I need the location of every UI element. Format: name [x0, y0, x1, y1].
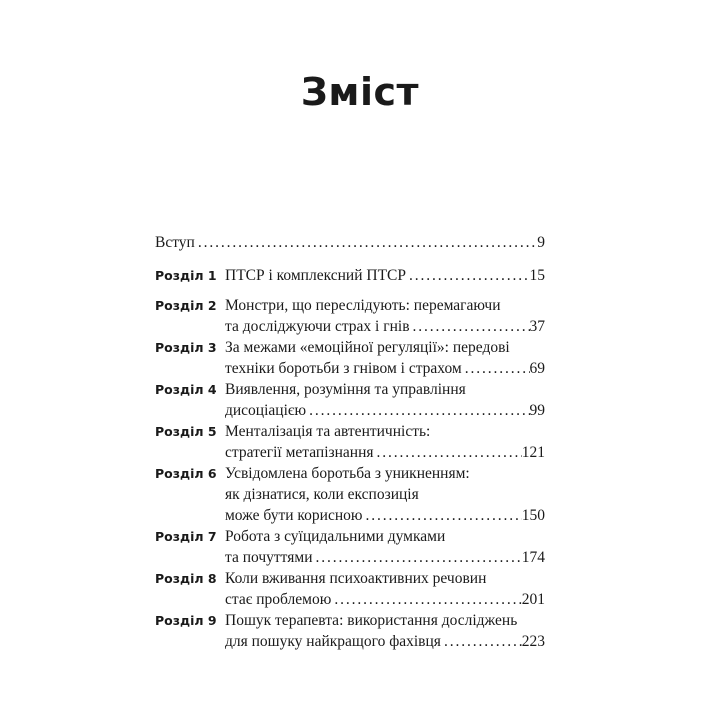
chapter-label: Розділ 8: [155, 571, 217, 586]
entry-line-text: та досліджуючи страх і гнів: [225, 318, 410, 335]
dot-leader: [410, 316, 530, 337]
entry-line-text: для пошуку найкращого фахівця: [225, 633, 441, 650]
page-number: 201: [521, 591, 545, 608]
entry-line: [225, 526, 545, 547]
entry-line: [225, 400, 545, 421]
dot-leader: [406, 265, 530, 286]
entry-line-text: Усвідомлена боротьба з уникненням:: [225, 465, 470, 482]
entry-line: [225, 421, 545, 442]
chapter-label: Розділ 1: [155, 268, 217, 283]
chapter-label: Розділ 6: [155, 466, 217, 481]
entry-line-text: Вступ: [155, 234, 195, 251]
entry-text: [225, 379, 545, 421]
chapter-label: Розділ 3: [155, 340, 217, 355]
page-number: 174: [521, 549, 545, 566]
entry-line-text: ПТСР і комплексний ПТСР: [225, 267, 406, 284]
dot-leader: [441, 631, 522, 652]
dot-leader: [331, 589, 521, 610]
entry-line: [225, 265, 545, 286]
entry-text: [225, 421, 545, 463]
page-number: 150: [521, 507, 545, 524]
entry-text: [225, 568, 545, 610]
entry-line: [225, 505, 545, 526]
page-number: 15: [529, 267, 545, 284]
entry-text: [155, 232, 545, 253]
entry-line-text: Менталізація та автентичність:: [225, 423, 431, 440]
entry-line-text: та почуттями: [225, 549, 313, 566]
page-number: 99: [529, 402, 545, 419]
entry-line-text: стратегії метапізнання: [225, 444, 374, 461]
dot-leader: [374, 442, 522, 463]
entry-line-text: як дізнатися, коли експозиція: [225, 486, 419, 503]
entry-line: [225, 484, 545, 505]
dot-leader: [462, 358, 530, 379]
entry-text: [225, 337, 545, 379]
entry-line: [225, 337, 545, 358]
dot-leader: [306, 400, 529, 421]
entry-line: [155, 232, 545, 253]
entry-line-text: техніки боротьби з гнівом і страхом: [225, 360, 462, 377]
page-number: 69: [529, 360, 545, 377]
entry-text: [225, 610, 545, 652]
chapter-label: Розділ 4: [155, 382, 217, 397]
entry-line: [225, 631, 545, 652]
entry-line-text: стає проблемою: [225, 591, 332, 608]
page-number: 121: [521, 444, 545, 461]
entry-line: [225, 568, 545, 589]
entry-line-text: Коли вживання психоактивних речовин: [225, 570, 487, 587]
page-title: Зміст: [300, 70, 420, 114]
page-number: 9: [537, 234, 545, 251]
entry-line-text: За межами «емоційної регуляції»: передові: [225, 339, 510, 356]
entry-line: [225, 358, 545, 379]
chapter-label: Розділ 5: [155, 424, 217, 439]
entry-line-text: Виявлення, розуміння та управління: [225, 381, 466, 398]
dot-leader: [195, 232, 537, 253]
entry-text: [225, 295, 545, 337]
entry-line-text: Робота з суїцидальними думками: [225, 528, 446, 545]
entry-line-text: Пошук терапевта: використання досліджень: [225, 612, 518, 629]
entry-line-text: може бути корисною: [225, 507, 363, 524]
entry-text: [225, 265, 545, 286]
entry-line: [225, 316, 545, 337]
page-number: 223: [521, 633, 545, 650]
entry-text: [225, 526, 545, 568]
entry-line-text: дисоціацією: [225, 402, 307, 419]
entry-line: [225, 442, 545, 463]
page-number: 37: [529, 318, 545, 335]
entry-line-text: Монстри, що переслідують: перемагаючи: [225, 297, 501, 314]
chapter-label: Розділ 2: [155, 298, 217, 313]
entry-text: [225, 463, 545, 526]
entry-line: [225, 547, 545, 568]
entry-line: [225, 379, 545, 400]
entry-line: [225, 610, 545, 631]
entry-line: [225, 463, 545, 484]
chapter-label: Розділ 9: [155, 613, 217, 628]
dot-leader: [312, 547, 521, 568]
chapter-label: Розділ 7: [155, 529, 217, 544]
entry-line: [225, 589, 545, 610]
entry-line: [225, 295, 545, 316]
dot-leader: [362, 505, 521, 526]
